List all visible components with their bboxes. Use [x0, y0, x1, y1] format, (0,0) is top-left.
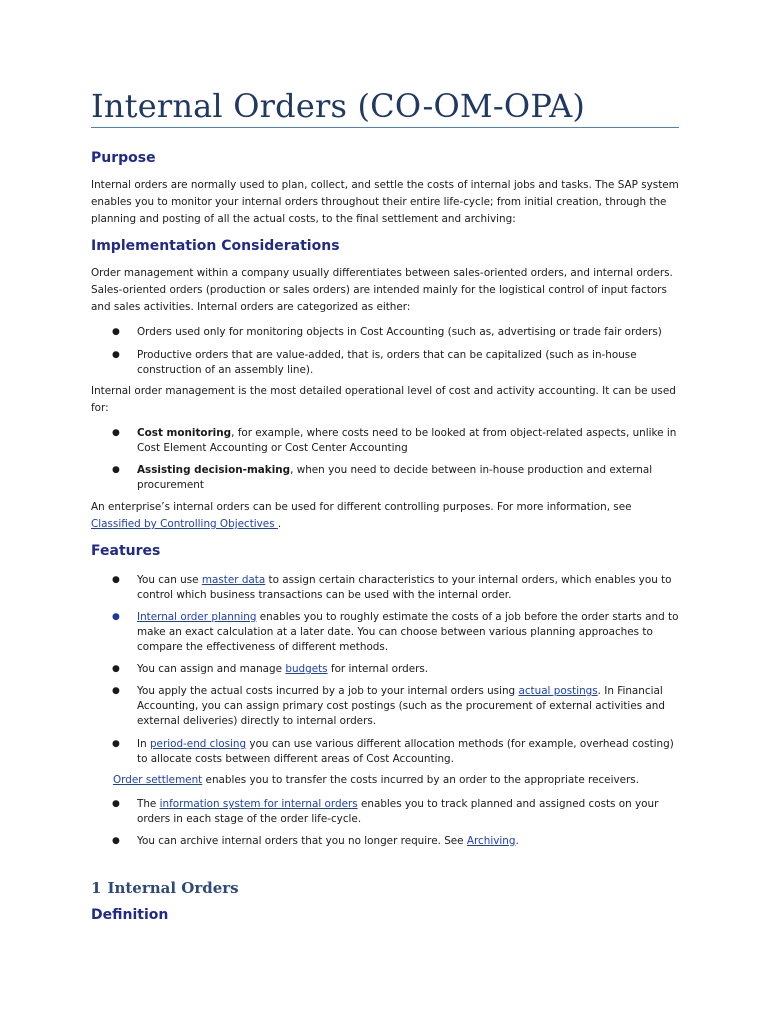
settlement-text-post: enables you to transfer the costs incurred by an order to the appropriate receivers. — [202, 774, 639, 786]
list-item-text — [137, 610, 682, 655]
order-settlement-link[interactable]: Order settlement — [113, 774, 203, 786]
bullet-icon: ● — [112, 327, 120, 337]
list-item-text — [137, 463, 682, 493]
text-pre: You can use — [137, 574, 202, 586]
implementation-intro: Order management within a company usually differentiates between sales-oriented orders, and internal orders. Sales-oriented orders (production or sales orders) are intended mainly for the logistical control of input factors and sales activities. Internal orders are categorized as either: — [91, 267, 673, 313]
enterprise-text — [91, 499, 681, 533]
text-post: enables you to track planned and assigned costs on your orders in each stage of the order life-cycle. — [137, 798, 659, 825]
section-number: 1 — [91, 879, 102, 897]
section-title: Internal Orders — [107, 879, 239, 897]
bullet-icon: ● — [112, 612, 120, 622]
emphasis: Cost monitoring — [137, 427, 232, 439]
purpose-text: Internal orders are normally used to plan, collect, and settle the costs of internal jobs and tasks. The SAP system enables you to monitor your internal orders throughout their entire life-cycle; from initial creation, through the planning and posting of all the actual costs, to the final settlement and archiving: — [91, 179, 679, 225]
list-item-text — [137, 737, 682, 767]
implementation-heading: Implementation Considerations — [91, 238, 340, 254]
text-post: . — [515, 835, 519, 847]
list-item-text — [137, 662, 682, 677]
list-item-text — [137, 684, 682, 729]
features-heading: Features — [91, 543, 161, 559]
list-item-text — [137, 834, 682, 849]
bullet-icon: ● — [112, 664, 120, 674]
text-post: for internal orders. — [327, 663, 429, 675]
text-pre: In — [137, 738, 150, 750]
actual-postings-link[interactable]: actual postings — [518, 685, 598, 697]
bullet-icon: ● — [112, 739, 120, 749]
text-pre: You can archive internal orders that you no longer require. See — [137, 835, 467, 847]
bullet-icon: ● — [112, 836, 120, 846]
text-post: . In Financial Accounting, you can assign primary cost postings (such as the procurement of external activities and external deliveries) directly to internal orders. — [137, 685, 665, 727]
definition-heading: Definition — [91, 907, 169, 923]
list-item-rest: , when you need to decide between in-house production and external procurement — [137, 464, 653, 491]
internal-order-planning-link[interactable]: Internal order planning — [137, 611, 257, 623]
bullet-icon: ● — [112, 350, 120, 360]
enterprise-text-post: . — [277, 518, 282, 530]
bullet-icon: ● — [112, 686, 120, 696]
text-post: to assign certain characteristics to your internal orders, which enables you to control which business transactions can be used with the internal order. — [137, 574, 672, 601]
list-item-text — [137, 573, 682, 603]
bullet-icon: ● — [112, 799, 120, 809]
settlement-text — [113, 772, 681, 789]
title-underline — [91, 127, 679, 128]
archiving-link[interactable]: Archiving — [466, 835, 516, 847]
list-item-text: Orders used only for monitoring objects in Cost Accounting (such as, advertising or trade fair orders) — [137, 326, 662, 338]
master-data-link[interactable]: master data — [201, 574, 266, 586]
emphasis: Assisting decision-making — [137, 464, 291, 476]
bullet-icon: ● — [112, 465, 120, 475]
section-heading — [91, 878, 239, 898]
list-item-rest: , for example, where costs need to be looked at from object-related aspects, unlike in Cost Element Accounting or Cost Center Accounting — [137, 427, 677, 454]
list-item-text — [137, 426, 682, 456]
information-system-link[interactable]: information system for internal orders — [159, 798, 358, 810]
text-pre: You can assign and manage — [137, 663, 286, 675]
period-end-closing-link[interactable]: period-end closing — [149, 738, 247, 750]
text-post: you can use various different allocation methods (for example, overhead costing) to allocate costs between different areas of Cost Accounting. — [137, 738, 674, 765]
enterprise-text-pre: An enterprise’s internal orders can be used for different controlling purposes. For more information, see — [91, 501, 632, 513]
list-item-text — [137, 797, 682, 827]
bullet-icon: ● — [112, 428, 120, 438]
budgets-link[interactable]: budgets — [285, 663, 328, 675]
bullet-icon: ● — [112, 575, 120, 585]
document-title: Internal Orders (CO-OM-OPA) — [91, 87, 586, 125]
purpose-heading: Purpose — [91, 150, 156, 166]
list-item-text: Productive orders that are value-added, that is, orders that can be capitalized (such as in-house construction of an assembly line). — [137, 349, 637, 376]
text-pre: You apply the actual costs incurred by a job to your internal orders using — [137, 685, 519, 697]
text-post: enables you to roughly estimate the costs of a job before the order starts and to make an exact calculation at a later date. You can choose between various planning approaches to compare the effectiveness of different methods. — [137, 611, 679, 653]
usage-text: Internal order management is the most detailed operational level of cost and activity accounting. It can be used for: — [91, 385, 676, 414]
text-pre: The — [137, 798, 160, 810]
controlling-objectives-link[interactable]: Classified by Controlling Objectives — [91, 518, 278, 530]
